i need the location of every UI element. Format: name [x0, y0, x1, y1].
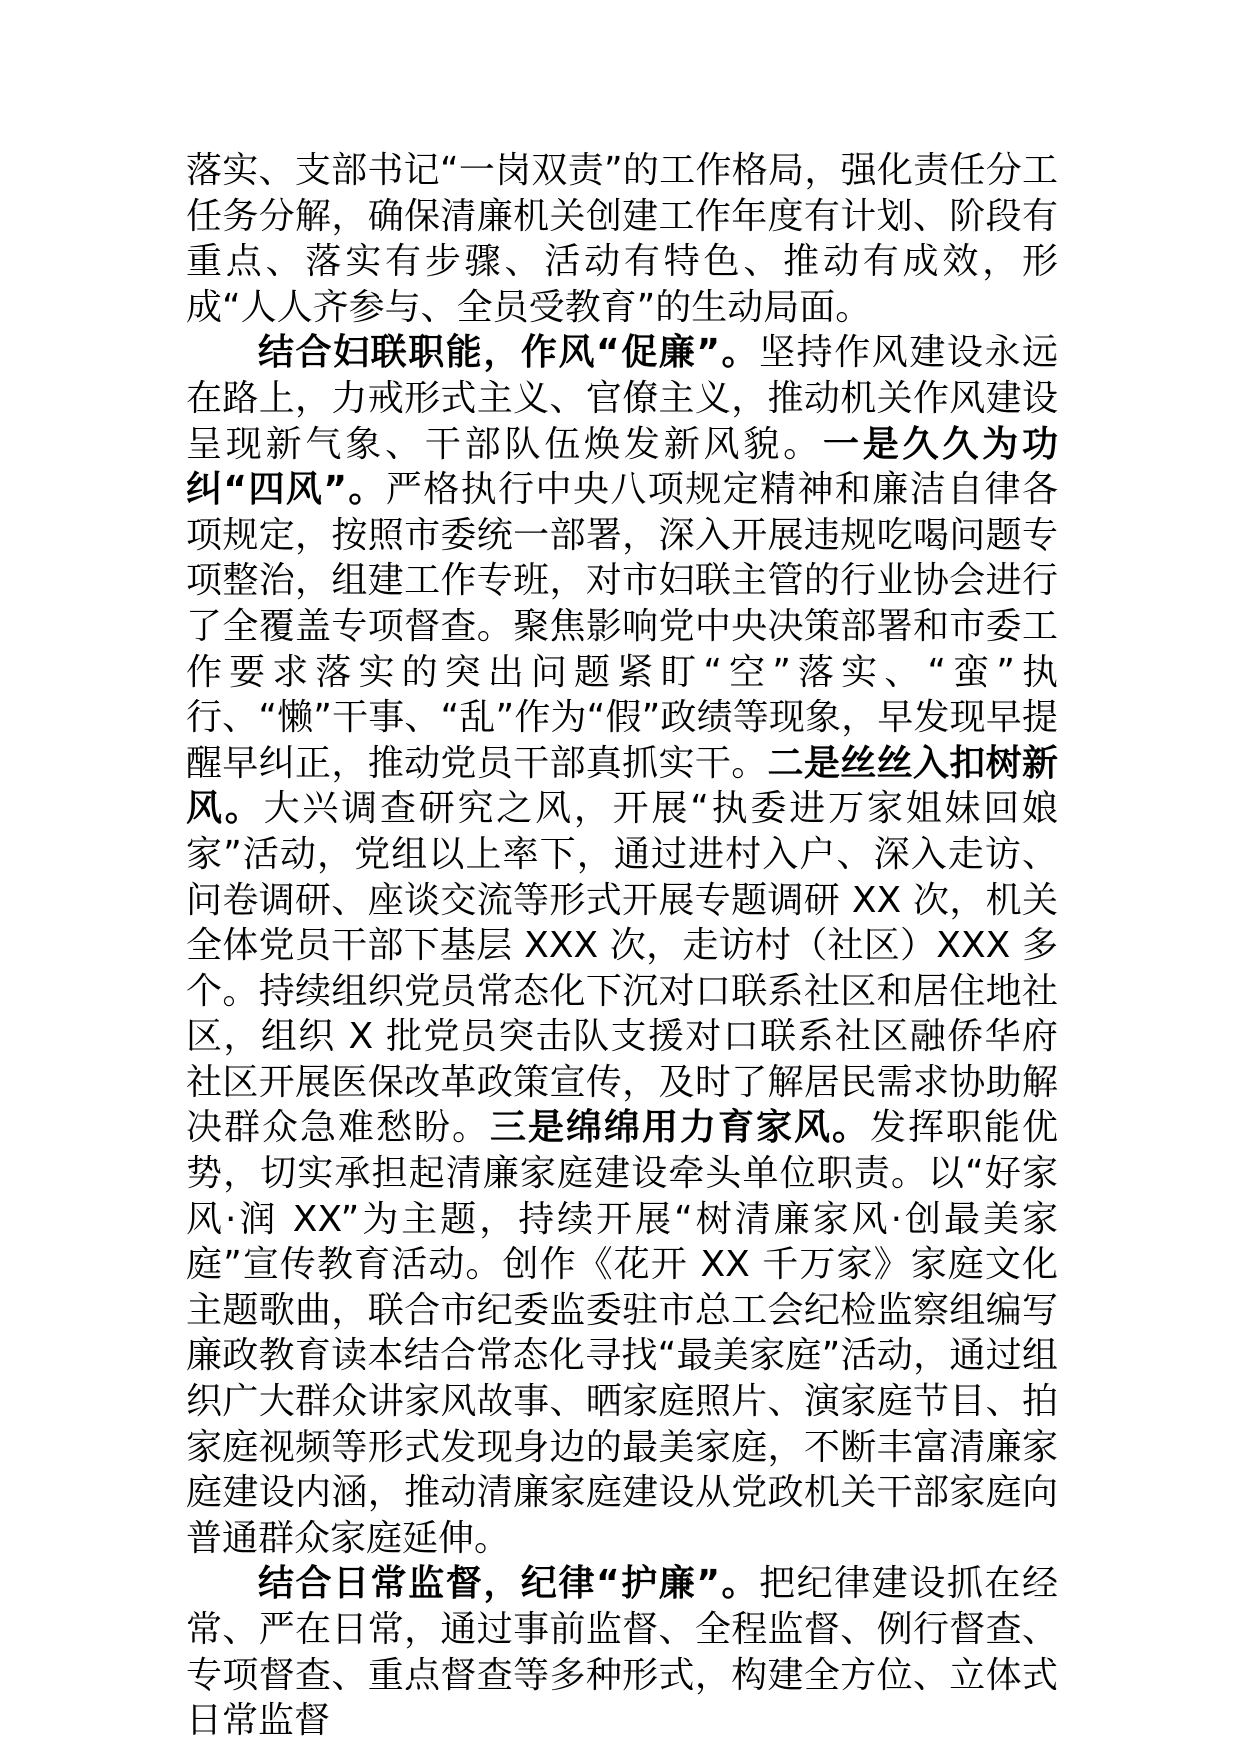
- text-run: 把纪律建设抓在经常、严在日常，通过事前监督、全程监督、例行督查、专项督查、重点督查等多种形式，构建全方位、立体式日常监督: [186, 1563, 1058, 1742]
- paragraph-1: [186, 148, 1058, 330]
- bold-point: 一是久久为功纠“四风”。: [186, 423, 1058, 511]
- text-run: 发挥职能优势，切实承担起清廉家庭建设牵头单位职责。以“好家风·润 XX”为主题，持续开展“树清廉家风·创最美家庭”宣传教育活动。创作《花开 XX 千万家》家庭文化主题歌曲，联合市纪委监委驻市总工会纪检监察组编写廉政教育读本结合常态化寻找“最美家庭”活动，通过组织广大群众讲家风故事、晒家庭照片、演家庭节目、拍家庭视频等形式发现身边的最美家庭，不断丰富清廉家庭建设内涵，推动清廉家庭建设从党政机关干部家庭向普通群众家庭延伸。: [186, 1107, 1058, 1559]
- bold-point: 二是丝丝入扣树新风。: [186, 742, 1058, 830]
- text-run: 落实、支部书记“一岗双责”的工作格局，强化责任分工任务分解，确保清廉机关创建工作年度有计划、阶段有重点、落实有步骤、活动有特色、推动有成效，形成“人人齐参与、全员受教育”的生动局面。: [186, 150, 1058, 328]
- section-heading: 结合日常监督，纪律“护廉”。: [258, 1563, 760, 1605]
- document-page: [186, 148, 1058, 1744]
- bold-point: 三是绵绵用力育家风。: [489, 1107, 870, 1149]
- text-run: 严格执行中央八项规定精神和廉洁自律各项规定，按照市委统一部署，深入开展违规吃喝问题专项整治，组建工作专班，对市妇联主管的行业协会进行了全覆盖专项督查。聚焦影响党中央决策部署和市委工作要求落实的突出问题紧盯“空”落实、“蛮”执行、“懒”干事、“乱”作为“假”政绩等现象，早发现早提醒早纠正，推动党员干部真抓实干。: [186, 469, 1058, 784]
- paragraph-2: [186, 330, 1058, 1561]
- text-run: 坚持作风建设永远在路上，力戒形式主义、官僚主义，推动机关作风建设呈现新气象、干部队伍焕发新风貌。: [186, 332, 1058, 465]
- section-heading: 结合妇联职能，作风“促廉”。: [258, 332, 760, 374]
- text-run: 大兴调查研究之风，开展“执委进万家姐妹回娘家”活动，党组以上率下，通过进村入户、深入走访、问卷调研、座谈交流等形式开展专题调研 XX 次，机关全体党员干部下基层 XXX 次，走访村（社区）XXX 多个。持续组织党员常态化下沉对口联系社区和居住地社区，组织 X 批党员突击队支援对口联系社区融侨华府社区开展医保改革政策宣传，及时了解居民需求协助解决群众急难愁盼。: [186, 788, 1058, 1149]
- paragraph-3: [186, 1561, 1058, 1743]
